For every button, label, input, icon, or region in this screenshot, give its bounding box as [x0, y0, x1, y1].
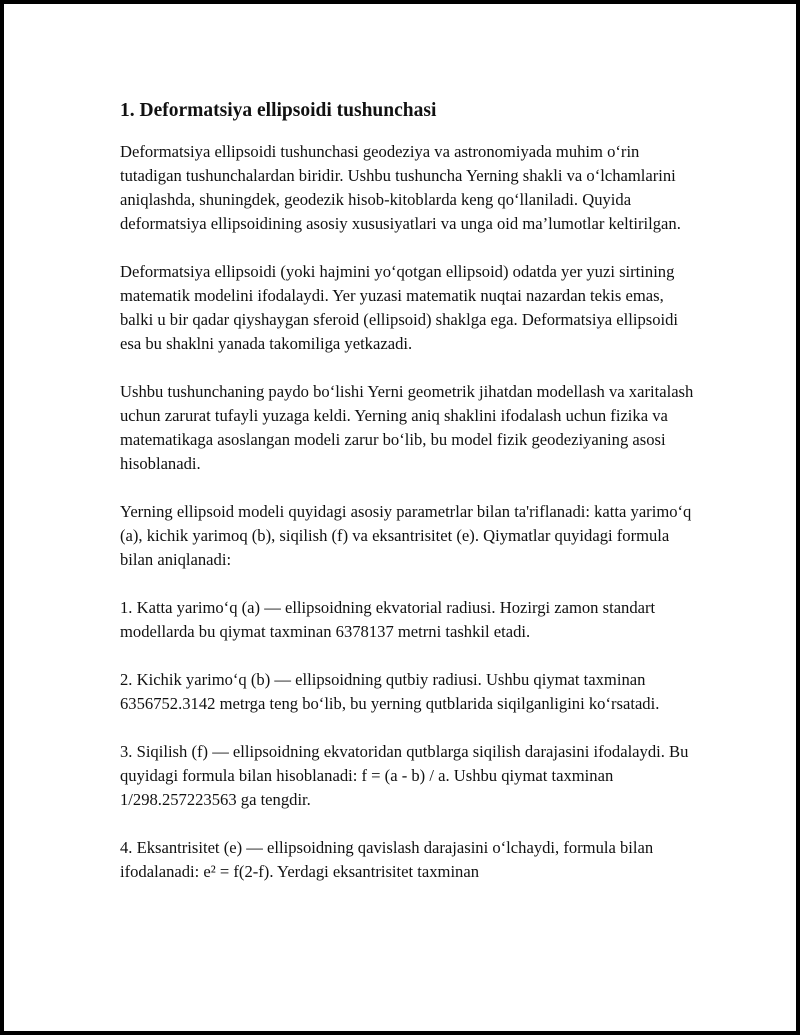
paragraph-origin: Ushbu tushunchaning paydo bo‘lishi Yerni geometrik jihatdan modellash va xaritalash uchun zarurat tufayli yuzaga keldi. Yerning aniq shaklini ifodalash uchun fizika va matematikaga asoslangan modeli zarur bo‘lib, bu model fizik geodeziyaning asosi hisoblanadi. — [120, 382, 694, 473]
paragraph-eccentricity: 4. Eksantrisitet (e) — ellipsoidning qavislash darajasini o‘lchaydi, formula bilan ifodalanadi: e² = f(2-f). Yerdagi eksantrisitet taxminan — [120, 838, 654, 881]
paragraph-parameters: Yerning ellipsoid modeli quyidagi asosiy parametrlar bilan ta'riflanadi: katta yarimo‘q (a), kichik yarimoq (b), siqilish (f) va eksantrisitet (e). Qiymatlar quyidagi formula bilan aniqlanadi: — [120, 502, 692, 569]
paragraph-definition: Deformatsiya ellipsoidi (yoki hajmini yo‘qotgan ellipsoid) odatda yer yuzi sirtining matematik modelini ifodalaydi. Yer yuzasi matematik nuqtai nazardan tekis emas, balki u bir qadar qiyshaygan sferoid (ellipsoid) shaklga ega. Deformatsiya ellipsoidi esa bu shaklni yanada takomiliga yetkazadi. — [120, 262, 679, 353]
paragraph-flattening: 3. Siqilish (f) — ellipsoidning ekvatoridan qutblarga siqilish darajasini ifodalaydi. Bu quyidagi formula bilan hisoblanadi: f = (a - b) / a. Ushbu qiymat taxminan 1/298.257223563 ga tengdir. — [120, 742, 689, 809]
paragraph-intro: Deformatsiya ellipsoidi tushunchasi geodeziya va astronomiyada muhim o‘rin tutadigan tushunchalardan biridir. Ushbu tushuncha Yerning shakli va o‘lchamlarini aniqlashda, shuningdek, geodezik hisob-kitoblarda keng qo‘llaniladi. Quyida deformatsiya ellipsoidining asosiy xususiyatlari va unga oid ma’lumotlar keltirilgan. — [120, 142, 681, 233]
paragraph-semi-major-axis: 1. Katta yarimo‘q (a) — ellipsoidning ekvatorial radiusi. Hozirgi zamon standart modellarda bu qiymat taxminan 6378137 metrni tashkil etadi. — [120, 598, 656, 641]
document-body — [120, 98, 700, 908]
paragraph-semi-minor-axis: 2. Kichik yarimo‘q (b) — ellipsoidning qutbiy radiusi. Ushbu qiymat taxminan 6356752.3142 metrga teng bo‘lib, bu yerning qutblarida siqilganligini ko‘rsatadi. — [120, 670, 660, 713]
section-heading: 1. Deformatsiya ellipsoidi tushunchasi — [120, 100, 437, 121]
